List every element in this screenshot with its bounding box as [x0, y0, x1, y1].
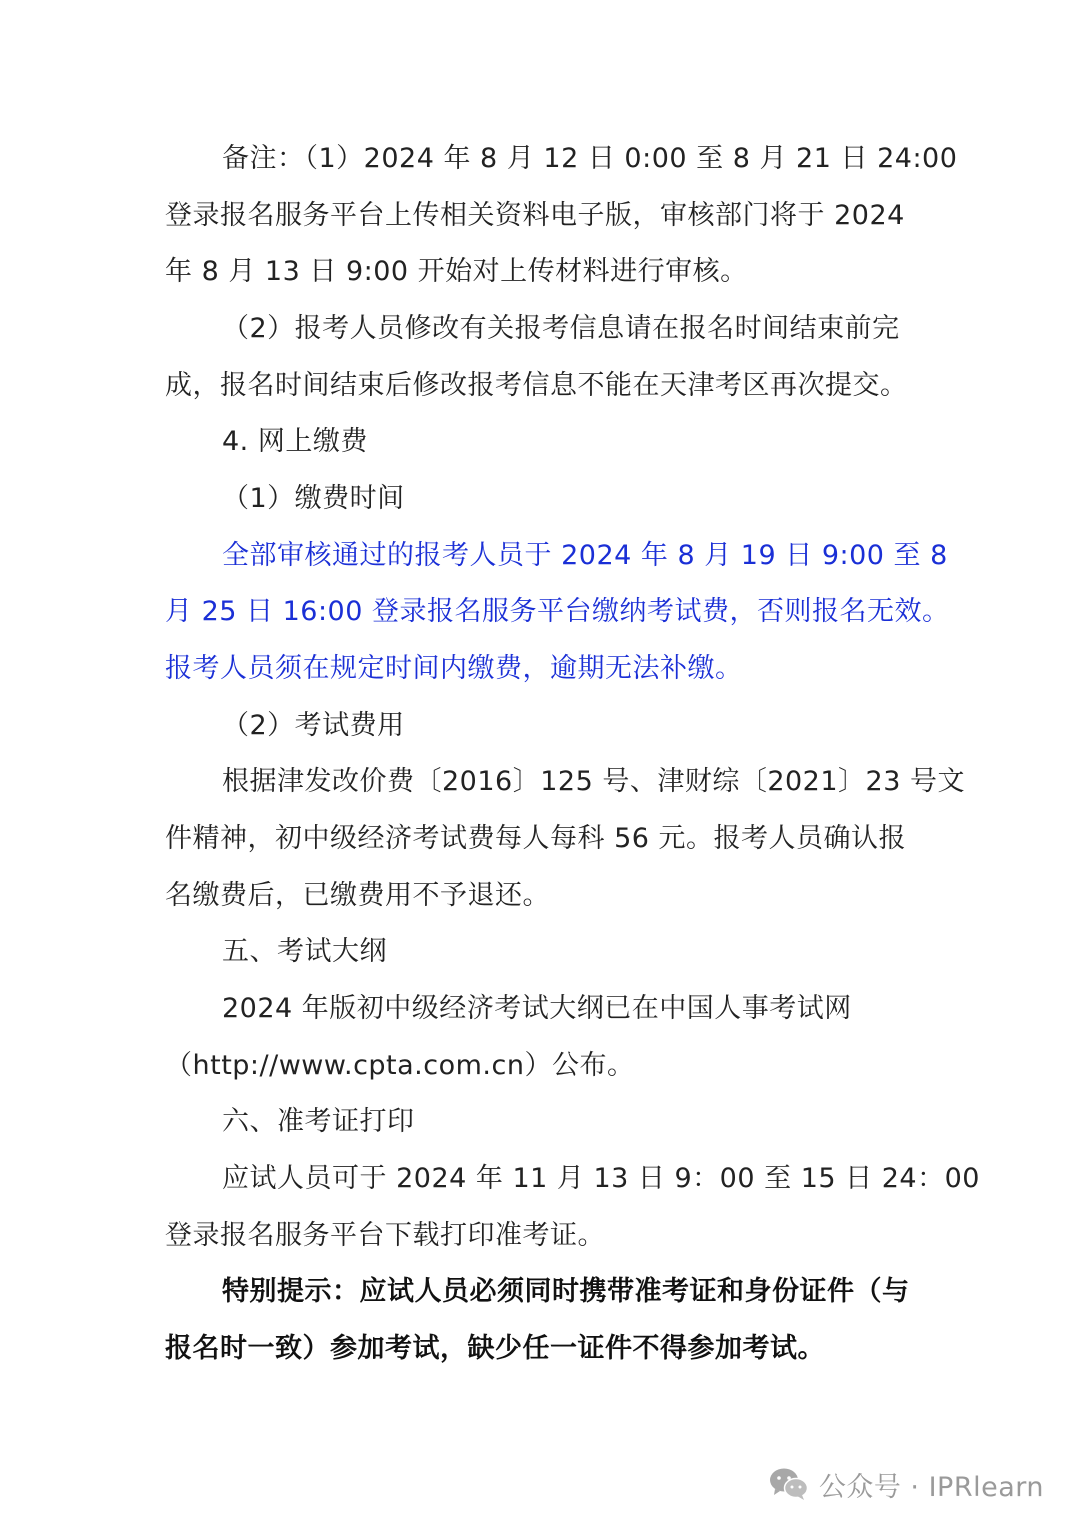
section-online-payment-heading: 4. 网上缴费 [222, 426, 368, 457]
exam-fee-subheading: （2）考试费用 [222, 710, 405, 741]
payment-time-line-2: 月 25 日 16:00 登录报名服务平台缴纳考试费，否则报名无效。 [165, 596, 950, 627]
note-line-1: 备注：（1）2024 年 8 月 12 日 0:00 至 8 月 21 日 24:00 [222, 143, 958, 174]
syllabus-line-2: （http://www.cpta.com.cn）公布。 [165, 1050, 635, 1081]
exam-fee-line-2: 件精神，初中级经济考试费每人每科 56 元。报考人员确认报 [165, 823, 907, 854]
note-2-line-2: 成，报名时间结束后修改报考信息不能在天津考区再次提交。 [165, 370, 908, 401]
note-2-line-1: （2）报考人员修改有关报考信息请在报名时间结束前完 [222, 313, 900, 344]
payment-time-subheading: （1）缴费时间 [222, 483, 405, 514]
payment-time-line-1: 全部审核通过的报考人员于 2024 年 8 月 19 日 9:00 至 8 [222, 540, 948, 571]
section-syllabus-heading: 五、考试大纲 [222, 936, 387, 967]
exam-fee-line-1: 根据津发改价费〔2016〕125 号、津财综〔2021〕23 号文 [222, 766, 965, 797]
note-line-2: 登录报名服务平台上传相关资料电子版，审核部门将于 2024 [165, 200, 905, 231]
payment-time-line-3: 报考人员须在规定时间内缴费，逾期无法补缴。 [165, 653, 743, 684]
admission-ticket-line-1: 应试人员可于 2024 年 11 月 13 日 9：00 至 15 日 24：00 [222, 1163, 980, 1194]
exam-fee-line-3: 名缴费后，已缴费用不予退还。 [165, 880, 550, 911]
special-notice-line-2: 报名时一致）参加考试，缺少任一证件不得参加考试。 [165, 1333, 825, 1364]
wechat-icon [769, 1467, 809, 1501]
admission-ticket-line-2: 登录报名服务平台下载打印准考证。 [165, 1220, 605, 1251]
watermark [769, 1464, 1044, 1504]
section-admission-ticket-heading: 六、准考证打印 [222, 1106, 415, 1137]
note-line-3: 年 8 月 13 日 9:00 开始对上传材料进行审核。 [165, 256, 748, 287]
syllabus-line-1: 2024 年版初中级经济考试大纲已在中国人事考试网 [222, 993, 852, 1024]
special-notice-line-1: 特别提示：应试人员必须同时携带准考证和身份证件（与 [222, 1276, 910, 1307]
watermark-text: 公众号 · IPRlearn [818, 1471, 1044, 1503]
